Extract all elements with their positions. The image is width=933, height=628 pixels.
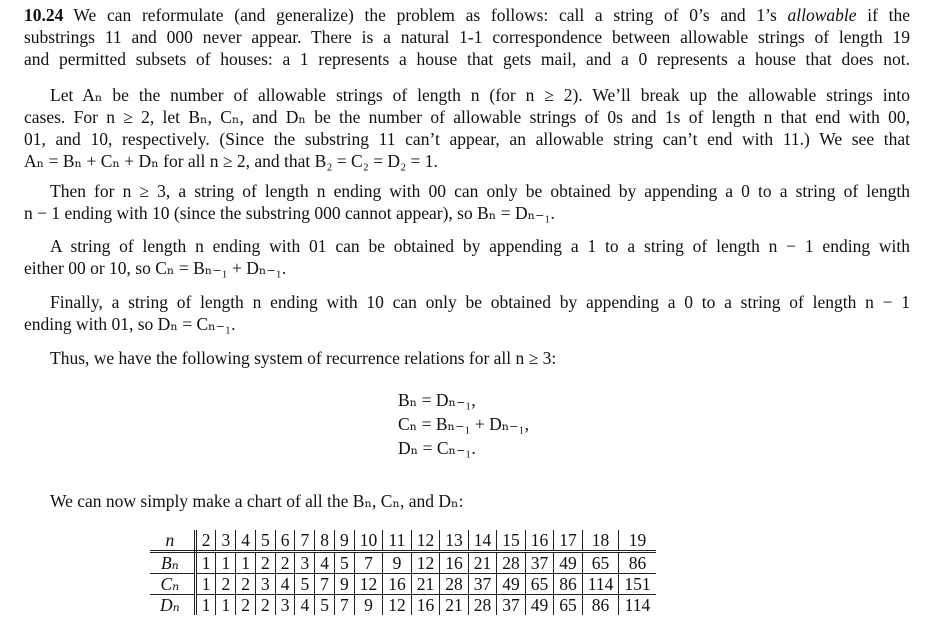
cell-n-11: 11 <box>383 530 412 552</box>
c-recurrence-paragraph <box>24 235 910 279</box>
cell-b-12: 12 <box>411 552 440 574</box>
cell-n-12: 12 <box>411 530 440 552</box>
intro-line-3: and permitted subsets of houses: a 1 represents a house that gets mail, and a 0 represents a house that does not. <box>24 49 910 69</box>
cell-c-10: 12 <box>354 574 383 595</box>
cell-c-12: 21 <box>411 574 440 595</box>
para2-line-3: 01, and 10, respectively. (Since the substring 11 can’t appear, an allowable string can’t end with 11.) We see that <box>24 129 910 149</box>
para5-line-1: Finally, a string of length n ending with 10 can only be obtained by appending a 0 to a string of length n − 1 <box>50 292 910 312</box>
table-row-b <box>150 552 656 574</box>
intro-emphasis: allowable <box>787 5 857 25</box>
cell-n-2: 2 <box>195 530 216 552</box>
cell-b-3: 1 <box>216 552 236 574</box>
intro-line-1a: We can reformulate (and generalize) the problem as follows: call a string of 0’s and 1’s <box>73 5 788 25</box>
cell-n-13: 13 <box>440 530 469 552</box>
cell-d-6: 3 <box>275 595 295 616</box>
cell-n-16: 16 <box>525 530 554 552</box>
cell-c-5: 3 <box>255 574 275 595</box>
row-label-d: Dₙ <box>150 595 195 616</box>
para4-line-2: either 00 or 10, so Cₙ = Bₙ₋₁ + Dₙ₋₁. <box>24 258 287 278</box>
intro-line-1b: if the <box>856 5 910 25</box>
cell-c-16: 65 <box>525 574 554 595</box>
intro-paragraph <box>24 4 910 70</box>
cell-n-17: 17 <box>554 530 583 552</box>
definitions-paragraph <box>24 84 910 172</box>
cell-n-9: 9 <box>334 530 354 552</box>
para6-line: Thus, we have the following system of recurrence relations for all n ≥ 3: <box>50 348 557 368</box>
recurrence-system <box>398 388 529 460</box>
cell-b-5: 2 <box>255 552 275 574</box>
cell-d-10: 9 <box>354 595 383 616</box>
cell-d-2: 1 <box>201 595 211 615</box>
values-table <box>150 530 656 615</box>
cell-d-4: 2 <box>236 595 256 616</box>
cell-b-4: 1 <box>236 552 256 574</box>
cell-d-3: 1 <box>216 595 236 616</box>
equation-c: Cₙ = Bₙ₋₁ + Dₙ₋₁, <box>398 414 529 434</box>
cell-n-7: 7 <box>295 530 315 552</box>
b-recurrence-paragraph <box>24 180 910 224</box>
cell-b-19: 86 <box>619 552 656 574</box>
cell-d-18: 86 <box>582 595 619 616</box>
cell-c-2: 1 <box>195 574 216 595</box>
cell-d-19: 114 <box>619 595 656 616</box>
cell-c-4: 2 <box>236 574 256 595</box>
cell-c-9: 9 <box>334 574 354 595</box>
cell-n-3: 3 <box>216 530 236 552</box>
cell-c-14: 37 <box>468 574 497 595</box>
cell-d-8: 5 <box>315 595 335 616</box>
cell-c-7: 5 <box>295 574 315 595</box>
cell-c-8: 7 <box>315 574 335 595</box>
cell-b-2: 1 <box>195 552 216 574</box>
row-label-n: n <box>150 530 195 552</box>
cell-b-16: 37 <box>525 552 554 574</box>
cell-d-15: 37 <box>497 595 526 616</box>
cell-n-15: 15 <box>497 530 526 552</box>
para2-line-2: cases. For n ≥ 2, let Bₙ, Cₙ, and Dₙ be the number of allowable strings of 0s and 1s of length n that end with 00, <box>24 107 910 127</box>
system-intro <box>24 347 910 369</box>
cell-b-9: 5 <box>334 552 354 574</box>
table-row-c <box>150 574 656 595</box>
cell-c-11: 16 <box>383 574 412 595</box>
cell-c-6: 4 <box>275 574 295 595</box>
cell-b-8: 4 <box>315 552 335 574</box>
d-recurrence-paragraph <box>24 291 910 335</box>
table-row-d <box>150 595 656 616</box>
cell-b-13: 16 <box>440 552 469 574</box>
row-label-b: Bₙ <box>150 552 195 574</box>
cell-d-14: 28 <box>468 595 497 616</box>
intro-line-2: substrings 11 and 000 never appear. There is a natural 1-1 correspondence between allowable strings of length 19 <box>24 27 910 47</box>
cell-n-5: 5 <box>255 530 275 552</box>
cell-n-14: 14 <box>468 530 497 552</box>
cell-b-11: 9 <box>383 552 412 574</box>
para3-line-1: Then for n ≥ 3, a string of length n ending with 00 can only be obtained by appending a 0 to a string of length <box>50 181 910 201</box>
cell-b-7: 3 <box>295 552 315 574</box>
cell-n-18: 18 <box>582 530 619 552</box>
cell-b-15: 28 <box>497 552 526 574</box>
cell-n-10: 10 <box>354 530 383 552</box>
cell-c-13: 28 <box>440 574 469 595</box>
cell-d-11: 12 <box>383 595 412 616</box>
cell-n-6: 6 <box>275 530 295 552</box>
cell-b-14: 21 <box>468 552 497 574</box>
cell-b-17: 49 <box>554 552 583 574</box>
cell-d-7: 4 <box>295 595 315 616</box>
cell-n-4: 4 <box>236 530 256 552</box>
cell-n-19: 19 <box>619 530 656 552</box>
para7-line: We can now simply make a chart of all the Bₙ, Cₙ, and Dₙ: <box>50 491 464 511</box>
chart-intro <box>24 490 910 512</box>
equation-d: Dₙ = Cₙ₋₁. <box>398 438 476 458</box>
cell-c-17: 86 <box>554 574 583 595</box>
cell-d-9: 7 <box>334 595 354 616</box>
cell-c-3: 2 <box>216 574 236 595</box>
para4-line-1: A string of length n ending with 01 can be obtained by appending a 1 to a string of length n − 1 ending with <box>50 236 910 256</box>
cell-d-5: 2 <box>255 595 275 616</box>
para2-line-4: Aₙ = Bₙ + Cₙ + Dₙ for all n ≥ 2, and that B₂ = C₂ = D₂ = 1. <box>24 151 438 171</box>
cell-d-13: 21 <box>440 595 469 616</box>
equation-b: Bₙ = Dₙ₋₁, <box>398 390 476 410</box>
cell-n-8: 8 <box>315 530 335 552</box>
para5-line-2: ending with 01, so Dₙ = Cₙ₋₁. <box>24 314 236 334</box>
cell-d-16: 49 <box>525 595 554 616</box>
cell-d-17: 65 <box>554 595 583 616</box>
cell-d-12: 16 <box>411 595 440 616</box>
cell-c-18: 114 <box>582 574 619 595</box>
table-row-n <box>150 530 656 552</box>
cell-c-19: 151 <box>619 574 656 595</box>
row-label-c: Cₙ <box>150 574 195 595</box>
cell-b-18: 65 <box>582 552 619 574</box>
cell-c-15: 49 <box>497 574 526 595</box>
cell-b-10: 7 <box>354 552 383 574</box>
cell-b-6: 2 <box>275 552 295 574</box>
para2-line-1: Let Aₙ be the number of allowable strings of length n (for n ≥ 2). We’ll break up the allowable strings into <box>50 85 910 105</box>
problem-number: 10.24 <box>24 5 64 25</box>
para3-line-2: n − 1 ending with 10 (since the substring 000 cannot appear), so Bₙ = Dₙ₋₁. <box>24 203 555 223</box>
